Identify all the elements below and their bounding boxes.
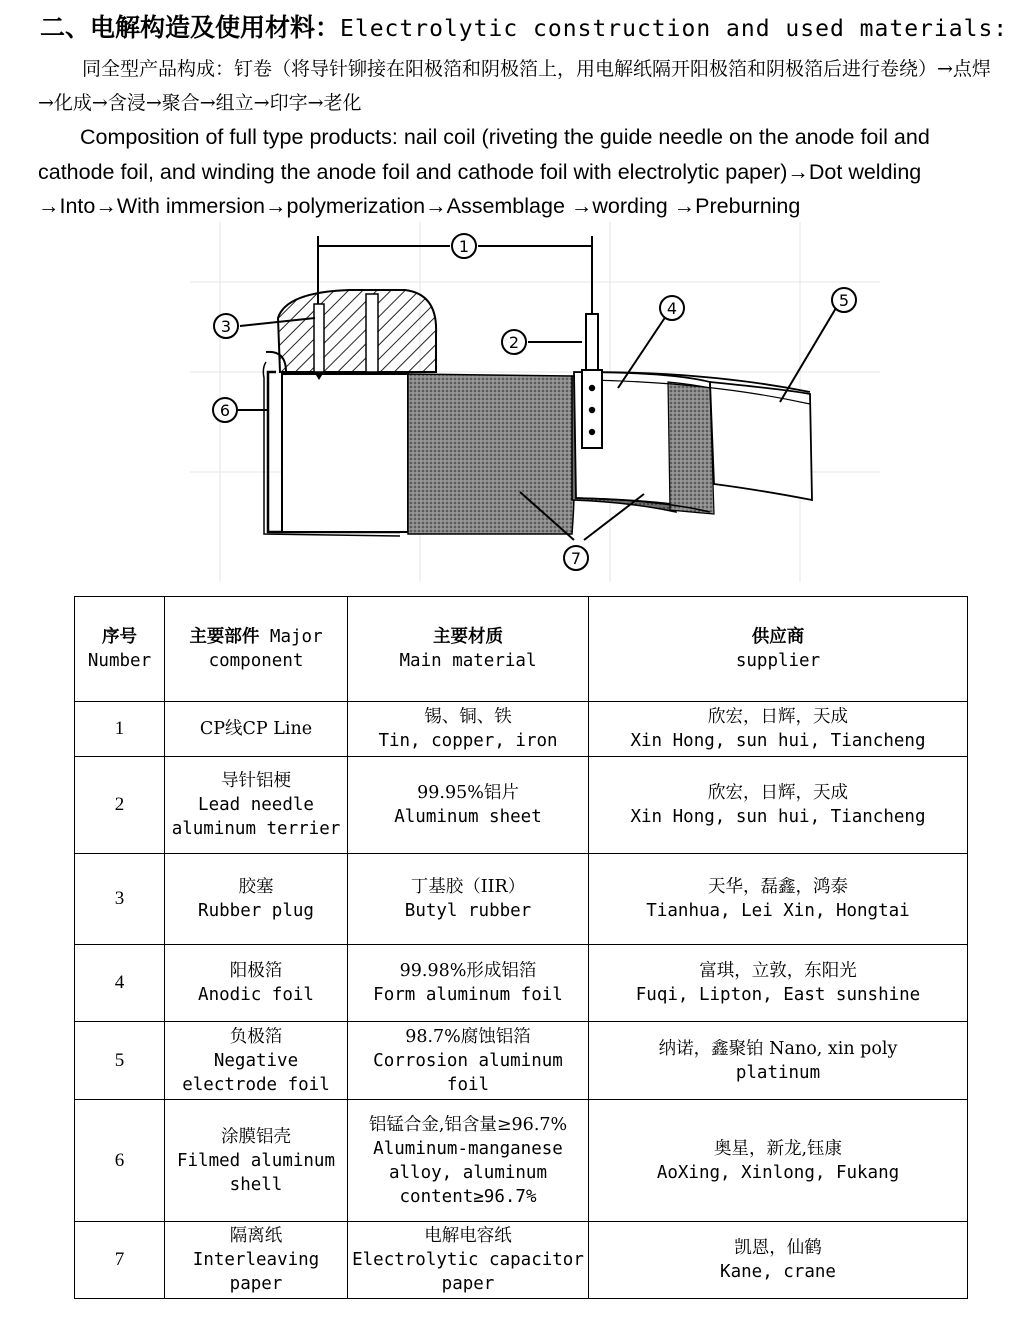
table-row	[75, 1022, 968, 1100]
table-row	[75, 757, 968, 854]
component-cell: 涂膜铝壳 Filmed aluminum shell	[165, 1100, 348, 1222]
material-cell: 电解电容纸 Electrolytic capacitor paper	[348, 1222, 589, 1299]
component-cell: 胶塞 Rubber plug	[165, 854, 348, 945]
supplier-cell: 天华，磊鑫，鸿泰 Tianhua, Lei Xin, Hongtai	[589, 854, 968, 945]
callout-label-2: 2	[508, 333, 520, 352]
row-number: 6	[75, 1100, 165, 1222]
callout-label-3: 3	[220, 317, 232, 336]
header-material: 主要材质 Main material	[348, 597, 589, 702]
supplier-cell: 奥星，新龙,钰康 AoXing, Xinlong, Fukang	[589, 1100, 968, 1222]
material-cell: 铝锰合金,铝含量≥96.7% Aluminum-manganese alloy, aluminum content≥96.7%	[348, 1100, 589, 1222]
component-cell: 隔离纸 Interleaving paper	[165, 1222, 348, 1299]
callout-2	[502, 330, 526, 354]
material-cell: 99.95%铝片 Aluminum sheet	[348, 757, 589, 854]
row-number: 3	[75, 854, 165, 945]
material-cell: 丁基胶（IIR） Butyl rubber	[348, 854, 589, 945]
row-number: 5	[75, 1022, 165, 1100]
table-row	[75, 854, 968, 945]
callout-7	[564, 546, 588, 570]
callout-5	[832, 288, 856, 312]
row-number: 7	[75, 1222, 165, 1299]
callout-3	[214, 314, 238, 338]
material-cell: 99.98%形成铝箔 Form aluminum foil	[348, 945, 589, 1022]
table-row	[75, 945, 968, 1022]
capacitor-construction-diagram	[190, 222, 880, 582]
section-heading-cn: 二、电解构造及使用材料：	[40, 13, 341, 42]
wound-foil	[408, 374, 575, 534]
separator-paper	[710, 382, 812, 500]
material-cell: 98.7%腐蚀铝箔 Corrosion aluminum foil	[348, 1022, 589, 1100]
component-cell: 导针铝梗 Lead needle aluminum terrier	[165, 757, 348, 854]
callout-label-5: 5	[838, 291, 850, 310]
table-row	[75, 1100, 968, 1222]
material-cell: 锡、铜、铁 Tin, copper, iron	[348, 702, 589, 757]
callout-label-7: 7	[570, 549, 582, 568]
component-cell: 阳极箔 Anodic foil	[165, 945, 348, 1022]
callout-label-4: 4	[666, 299, 678, 318]
rubber-plug	[278, 290, 436, 372]
supplier-cell: 欣宏，日辉，天成 Xin Hong, sun hui, Tiancheng	[589, 757, 968, 854]
table-header-row	[75, 597, 968, 702]
row-number: 2	[75, 757, 165, 854]
callout-1	[452, 234, 476, 258]
component-cell: 负极箔 Negative electrode foil	[165, 1022, 348, 1100]
section-heading-en: Electrolytic construction and used materials:	[340, 16, 1009, 42]
header-supplier: 供应商 supplier	[589, 597, 968, 702]
composition-paragraph-cn: 同全型产品构成：钉卷（将导针铆接在阳极箔和阴极箔上，用电解纸隔开阳极箔和阴极箔后进行卷绕）→点焊→化成→含浸→聚合→组立→印字→老化	[38, 58, 991, 114]
callout-6	[213, 398, 237, 422]
header-component: 主要部件 Major component	[165, 597, 348, 702]
lead-needle	[582, 236, 602, 448]
supplier-cell: 凯恩，仙鹤 Kane, crane	[589, 1222, 968, 1299]
materials-table	[74, 596, 968, 1299]
table-row	[75, 702, 968, 757]
row-number: 4	[75, 945, 165, 1022]
supplier-cell: 纳诺，鑫聚铂 Nano, xin poly platinum	[589, 1022, 968, 1100]
composition-paragraph-en: Composition of full type products: nail coil (riveting the guide needle on the anode foil and cathode foil, and winding the anode foil and cathode foil with electrolytic paper)→Dot welding →Into→With immersion→polymerization→Assemblage →wording →Preburning	[38, 125, 930, 218]
supplier-cell: 富琪，立敦，东阳光 Fuqi, Lipton, East sunshine	[589, 945, 968, 1022]
header-number: 序号 Number	[75, 597, 165, 702]
row-number: 1	[75, 702, 165, 757]
callout-4	[660, 296, 684, 320]
table-row	[75, 1222, 968, 1299]
section-heading	[40, 10, 1015, 47]
supplier-cell: 欣宏，日辉，天成 Xin Hong, sun hui, Tiancheng	[589, 702, 968, 757]
callout-label-1: 1	[458, 237, 470, 256]
component-cell: CP线CP Line	[165, 702, 348, 757]
callout-label-6: 6	[219, 401, 231, 420]
